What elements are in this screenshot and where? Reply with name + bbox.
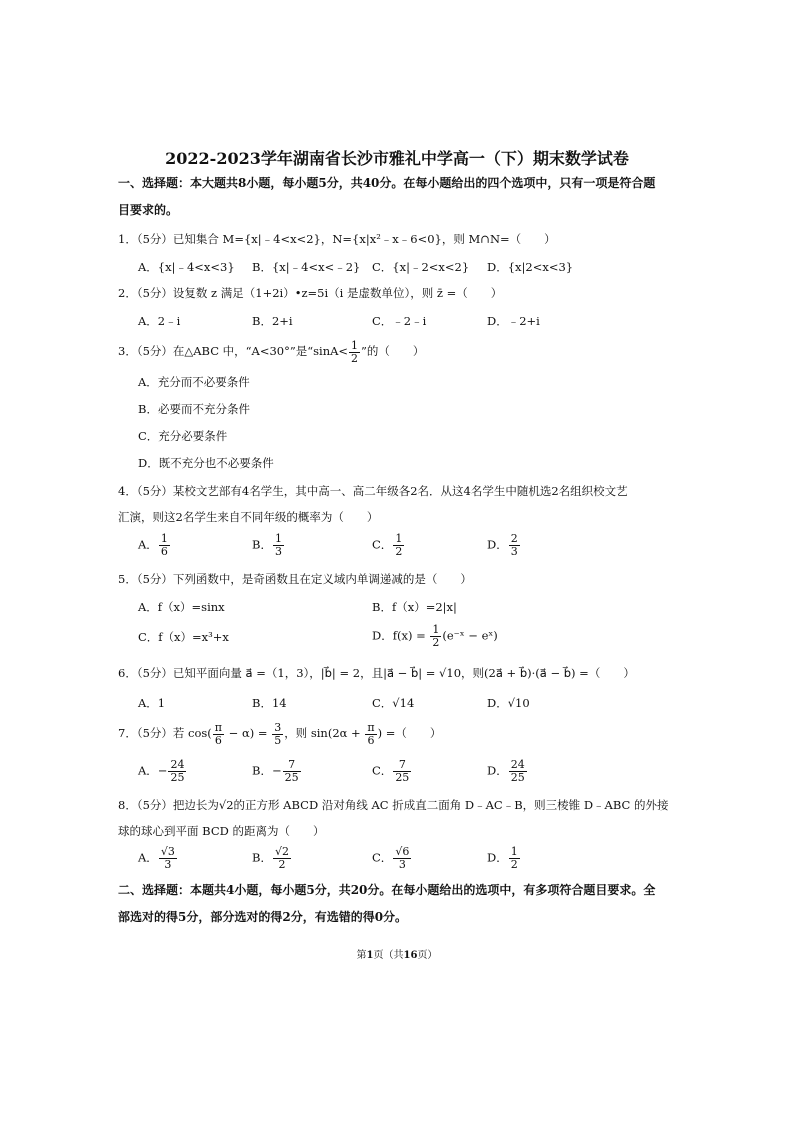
denominator: 3 [274, 545, 282, 558]
q7-option-b-label: B．− [252, 763, 282, 778]
q8-option-d-label: D． [487, 850, 508, 865]
q4-option-a-fraction [159, 533, 170, 558]
q7-option-a [138, 759, 187, 784]
denominator: 3 [398, 858, 406, 871]
q7-option-d-fraction [509, 759, 527, 784]
q8-line-2: 球的球心到平面 BCD 的距离为（ ） [118, 824, 325, 838]
footer-text-1: 第 [356, 950, 367, 961]
denominator: 5 [274, 733, 282, 747]
question-8-stem [118, 792, 678, 844]
q3-option-c: C．充分必要条件 [138, 429, 228, 443]
q2-option-d: D．﹣2+i [487, 314, 540, 328]
q5-option-d [372, 624, 498, 649]
q6-option-b: B．14 [252, 696, 287, 710]
q4-option-c-fraction [393, 533, 404, 558]
numerator: √2 [274, 845, 289, 858]
q5-option-c: C．f（x）=x³+x [138, 630, 229, 644]
question-6-stem: 6．（5分）已知平面向量 a⃗ =（1，3），|b⃗| = 2，且|a⃗ − b⃗| = √10，则(2a⃗ + b⃗)·(a⃗ − b⃗) =（ ） [118, 666, 635, 680]
q7-stem-part-4: ) =（ ） [377, 726, 442, 740]
denominator: 25 [170, 771, 185, 784]
numerator: 1 [160, 532, 168, 545]
q7-fraction-2 [272, 722, 283, 747]
section-2-line-2: 部选对的得5分，部分选对的得2分，有选错的得0分。 [118, 910, 408, 924]
q4-option-d [487, 533, 521, 558]
q4-option-b-label: B． [252, 537, 272, 552]
numerator: 7 [393, 759, 411, 772]
q8-option-b [252, 846, 292, 871]
q1-option-a: A．{x|﹣4<x<3} [138, 260, 235, 274]
q5-option-d-end: (e⁻ˣ − eˣ) [442, 628, 498, 643]
q2-option-b: B．2+i [252, 314, 293, 328]
q2-option-c: C．﹣2﹣i [372, 314, 427, 328]
q3-stem-end: ”的（ ） [361, 344, 425, 358]
denominator: 6 [367, 733, 375, 747]
q4-line-2: 汇演，则这2名学生来自不同年级的概率为（ ） [118, 510, 379, 524]
footer-page-number: 1 [366, 950, 374, 961]
q7-stem-part-1: 7．（5分）若 cos( [118, 726, 212, 740]
q5-option-d-start: D．f(x) = [372, 628, 430, 643]
numerator: 24 [510, 758, 525, 771]
question-3-stem [118, 338, 678, 365]
q1-option-d: D．{x|2<x<3} [487, 260, 574, 274]
q3-frac-denominator: 2 [351, 351, 359, 365]
q7-fraction-3 [365, 722, 376, 747]
q3-fraction [349, 340, 360, 365]
q4-option-a-label: A． [138, 537, 158, 552]
q1-option-c: C．{x|﹣2<x<2} [372, 260, 470, 274]
q7-option-b [252, 759, 302, 784]
denominator: 6 [214, 733, 222, 747]
numerator: 7 [283, 759, 301, 772]
q8-option-c [372, 846, 412, 871]
q7-stem-part-3: ，则 sin(2α + [284, 726, 365, 740]
numerator: √6 [395, 845, 410, 858]
denominator: 25 [510, 771, 525, 784]
denominator: 2 [395, 545, 403, 558]
numerator: 2 [510, 532, 518, 545]
q4-option-d-label: D． [487, 537, 508, 552]
q8-option-a-label: A． [138, 850, 158, 865]
q5-option-a: A．f（x）=sinx [138, 600, 225, 614]
q7-option-c [372, 759, 412, 784]
page-footer [0, 946, 794, 961]
q7-option-b-fraction [283, 759, 301, 784]
q6-option-d: D．√10 [487, 696, 530, 710]
denominator: 25 [395, 771, 410, 784]
q4-option-a [138, 533, 171, 558]
q3-option-b: B．必要而不充分条件 [138, 402, 250, 416]
q8-option-d-fraction [509, 846, 520, 871]
q6-option-c: C．√14 [372, 696, 415, 710]
denominator: 2 [278, 858, 286, 871]
q4-option-c-label: C． [372, 537, 393, 552]
question-1-stem: 1．（5分）已知集合 M={x|﹣4<x<2}，N={x|x²﹣x﹣6<0}，则 M∩N=（ ） [118, 232, 556, 246]
numerator: 3 [274, 720, 282, 734]
numerator: 1 [395, 532, 403, 545]
numerator: π [367, 720, 375, 734]
q8-option-b-label: B． [252, 850, 272, 865]
question-5-stem: 5．（5分）下列函数中，是奇函数且在定义域内单调递减的是（ ） [118, 572, 472, 586]
question-4-stem [118, 478, 678, 530]
q3-frac-numerator: 1 [351, 338, 359, 352]
numerator: 1 [274, 532, 282, 545]
q8-option-c-fraction [393, 846, 411, 871]
denominator: 2 [432, 636, 440, 649]
q7-option-a-fraction [168, 759, 186, 784]
q6-option-a: A．1 [138, 696, 166, 710]
denominator: 2 [510, 858, 518, 871]
question-7-stem [118, 720, 678, 747]
footer-text-3: 页） [417, 950, 438, 961]
q7-option-d-label: D． [487, 763, 508, 778]
numerator: 1 [432, 623, 440, 636]
page-title: 2022-2023学年湖南省长沙市雅礼中学高一（下）期末数学试卷 [165, 149, 629, 168]
denominator: 25 [284, 771, 299, 784]
q3-option-d: D．既不充分也不必要条件 [138, 456, 274, 470]
denominator: 6 [160, 545, 168, 558]
q5-option-b: B．f（x）=2|x| [372, 600, 457, 614]
footer-total-pages: 16 [403, 950, 418, 961]
section-2-heading [118, 877, 678, 931]
q1-option-b: B．{x|﹣4<x<﹣2} [252, 260, 361, 274]
q7-option-c-fraction [393, 759, 411, 784]
section-1-line-2: 目要求的。 [118, 203, 179, 217]
q7-fraction-1 [213, 722, 224, 747]
section-1-line-1: 一、选择题：本大题共8小题，每小题5分，共40分。在每小题给出的四个选项中，只有一项是符合题 [118, 176, 656, 190]
numerator: 24 [170, 758, 185, 771]
q8-option-a-fraction [159, 846, 177, 871]
q7-option-c-label: C． [372, 763, 393, 778]
q7-option-d [487, 759, 528, 784]
q8-option-d [487, 846, 521, 871]
q3-option-a: A．充分而不必要条件 [138, 375, 250, 389]
q5-option-d-fraction [430, 624, 441, 649]
numerator: π [214, 720, 223, 734]
q4-option-d-fraction [509, 533, 520, 558]
section-2-line-1: 二、选择题：本题共4小题，每小题5分，共20分。在每小题给出的选项中，有多项符合题目要求。全 [118, 883, 656, 897]
footer-text-2: 页（共 [373, 950, 404, 961]
q8-option-a [138, 846, 178, 871]
q8-option-c-label: C． [372, 850, 393, 865]
q8-line-1: 8．（5分）把边长为√2的正方形 ABCD 沿对角线 AC 折成直二面角 D﹣AC﹣B，则三棱锥 D﹣ABC 的外接 [118, 798, 669, 812]
q4-option-c [372, 533, 405, 558]
q7-option-a-label: A．− [138, 763, 168, 778]
q4-option-b-fraction [273, 533, 284, 558]
question-2-stem: 2．（5分）设复数 z 满足（1+2i）•z=5i（i 是虚数单位），则 z̄ =（ ） [118, 286, 503, 300]
numerator: √3 [160, 845, 175, 858]
q8-option-b-fraction [273, 846, 291, 871]
q4-option-b [252, 533, 285, 558]
section-1-heading [118, 170, 678, 224]
denominator: 3 [164, 858, 172, 871]
denominator: 3 [510, 545, 518, 558]
q2-option-a: A．2﹣i [138, 314, 181, 328]
numerator: 1 [510, 845, 518, 858]
q4-line-1: 4．（5分）某校文艺部有4名学生，其中高一、高二年级各2名．从这4名学生中随机选2名组织校文艺 [118, 484, 628, 498]
q7-stem-part-2: − α) = [225, 726, 272, 740]
q3-stem-start: 3．（5分）在△ABC 中，“A<30°”是“sinA< [118, 344, 349, 358]
